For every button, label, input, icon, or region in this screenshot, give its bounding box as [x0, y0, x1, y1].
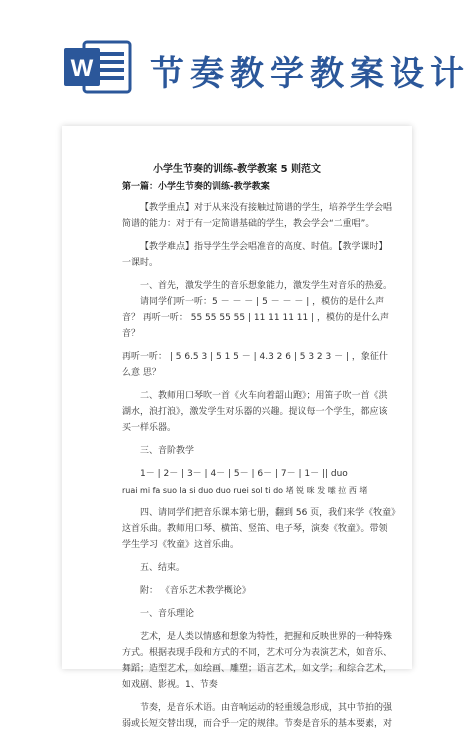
body-line: ruai mi fa suo la si duo duo ruei sol ti do 堵 锐 咪 发 嗦 拉 西 堵 [122, 486, 368, 495]
body-line: 么意 思？ [122, 368, 161, 378]
body-line: 一课时。 [122, 258, 159, 268]
body-line: 【教学难点】指导学生学会唱准音的高度、时值。【教学课时】 [140, 242, 388, 252]
body-line: 一、首先，激发学生的音乐想象能力，激发学生对音乐的热爱。 [140, 281, 393, 291]
document-title: 小学生节奏的训练-教学教案 5 则范文 [152, 164, 322, 175]
document-page [62, 126, 412, 729]
body-line: 湖水，浪打浪》，激发学生对乐器的兴趣。提议每一个学生，都应该 [122, 407, 388, 417]
body-line: 请同学们听一听：5 － － － | 5 － － － | ，模仿的是什么声 [140, 297, 385, 307]
body-line: 二、教师用口琴吹一首《火车向着韶山跑》；用笛子吹一首《洪 [140, 391, 388, 401]
body-line: 1－ | 2－ | 3－ | 4－ | 5－ | 6－ | 7－ | 1－ || duo [140, 469, 348, 479]
header-banner [0, 0, 474, 110]
body-line: 学生学习《牧童》这首乐曲。 [122, 540, 240, 550]
body-line: 简谱的能力：对于有一定简谱基础的学生，教会学会“二重唱”。 [122, 219, 375, 229]
body-line: 附： 《音乐艺术教学概论》 [140, 586, 251, 596]
body-line: 买一样乐器。 [122, 423, 177, 433]
body-line: 音？ [122, 329, 141, 339]
word-doc-icon [62, 38, 132, 96]
svg-text:W: W [70, 55, 94, 82]
body-line: 方式。根据表现手段和方式的不同，艺术可分为表演艺术，如音乐、 [122, 648, 393, 658]
body-line: 【教学重点】对于从来没有接触过简谱的学生，培养学生学会唱 [140, 203, 393, 213]
body-line: 这首乐曲。教师用口琴、横笛、竖笛、电子琴，演奏《牧童》。带领 [122, 524, 388, 534]
body-line: 如戏剧、影视。1、节奏 [122, 680, 218, 690]
body-line: 舞蹈；造型艺术，如绘画、雕塑；语言艺术，如文学；和综合艺术， [122, 664, 393, 674]
banner-title: 节奏教学教案设计 [150, 54, 470, 94]
body-line: 节奏，是音乐术语。由音响运动的轻重缓急形成，其中节拍的强 [140, 703, 393, 713]
body-line: 五、结束。 [140, 563, 186, 573]
body-line: 艺术，是人类以情感和想象为特性，把握和反映世界的一种特殊 [140, 632, 393, 642]
body-line: 四、请同学们把音乐课本第七册，翻到 56 页，我们来学《牧童》 [140, 508, 401, 518]
body-line: 音？ 再听一听： 55 55 55 55 | 11 11 11 11 | ，模仿的是什么声 [122, 313, 390, 323]
body-line: 再听一听： | 5 6.5 3 | 5 1 5 － | 4.3 2 6 | 5 3 2 3 － | ，象征什 [122, 352, 388, 362]
body-line: 弱或长短交替出现，而合乎一定的规律。节奏是音乐的基本要素，对 [122, 719, 393, 729]
body-line: 一、音乐理论 [140, 609, 195, 619]
body-line: 三、音阶教学 [140, 446, 195, 456]
section-heading: 第一篇：小学生节奏的训练-教学教案 [122, 182, 270, 192]
